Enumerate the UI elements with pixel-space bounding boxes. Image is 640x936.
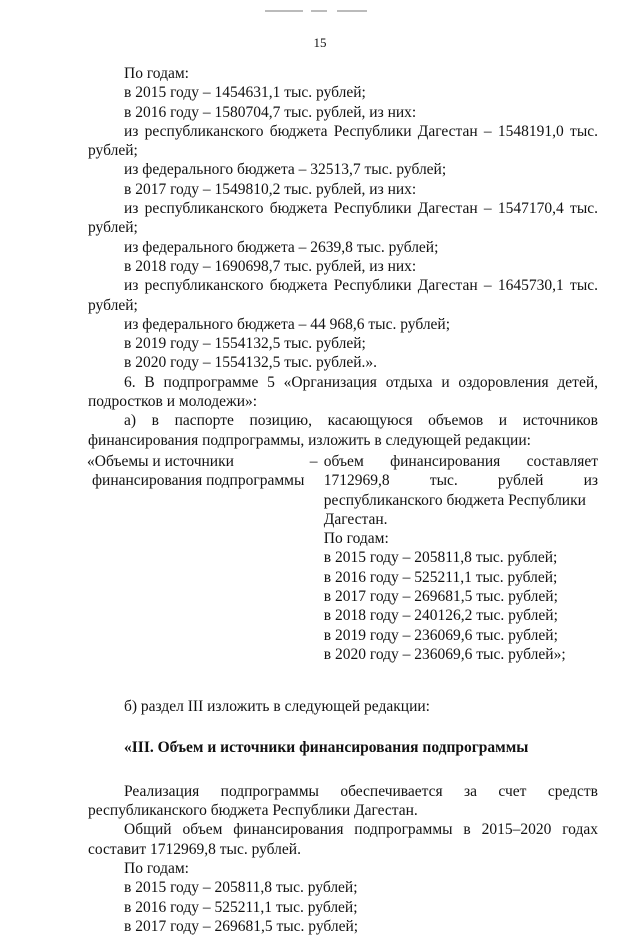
table-left-cell [88, 452, 310, 664]
top-paragraphs [88, 64, 598, 450]
section-title: «III. Объем и источники финансирования подпрограммы [124, 738, 529, 756]
text-line: 6. В подпрограмме 5 «Организация отдыха и оздоровления детей, [124, 373, 598, 391]
text-line: в 2016 году – 1580704,7 тыс. рублей, из них: [124, 103, 417, 121]
table-right-lines [324, 491, 598, 665]
text-line: республиканского бюджета Республики [323, 491, 586, 509]
bottom-paragraphs [88, 782, 598, 936]
text-line: из федерального бюджета – 32513,7 тыс. рублей; [124, 161, 447, 179]
text-line: в 2017 году – 269681,5 тыс. рублей; [124, 917, 359, 935]
text-line: из федерального бюджета – 44 968,6 тыс. рублей; [124, 315, 451, 333]
text-line: в 2015 году – 205811,8 тыс. рублей; [323, 549, 558, 567]
table-right-cell [310, 452, 598, 664]
text-line: Общий объем финансирования подпрограммы в 2015–2020 годах [124, 821, 598, 839]
text-line: из республиканского бюджета Республики Дагестан – 1548191,0 тыс. [124, 122, 598, 140]
table-left-line: финансирования подпрограммы [92, 472, 305, 490]
text-line: в 2020 году – 1554132,5 тыс. рублей.». [124, 354, 378, 372]
text-line: в 2016 году – 525211,1 тыс. рублей; [124, 898, 358, 916]
table-word: составляет [526, 452, 598, 470]
table-word: 1712969,8 [323, 472, 390, 490]
text-line: подростков и молодежи»: [88, 393, 258, 411]
text-line: в 2018 году – 1690698,7 тыс. рублей, из них: [124, 257, 417, 275]
text-line: Дагестан. [323, 510, 388, 528]
text-line: рублей; [88, 219, 138, 237]
text-line: республиканского бюджета Республики Дагестан. [88, 802, 418, 820]
text-line: из республиканского бюджета Республики Дагестан – 1547170,4 тыс. [124, 200, 598, 218]
text-line: По годам: [124, 65, 189, 82]
table-dash: – [309, 452, 318, 470]
text-line: Реализация подпрограммы обеспечивается за счет средств [124, 782, 598, 800]
text-line: составит 1712969,8 тыс. рублей. [88, 840, 301, 858]
text-line: По годам: [323, 530, 389, 548]
subsection-b: б) раздел III изложить в следующей редакции: [124, 698, 430, 716]
page-number: 15 [313, 35, 327, 50]
table-spread-lines [324, 452, 598, 491]
table-word: из [583, 472, 598, 490]
text-line: рублей; [88, 296, 138, 314]
table-word: объем [323, 452, 364, 470]
text-line: По годам: [124, 859, 189, 877]
text-line: в 2018 году – 240126,2 тыс. рублей; [323, 607, 558, 625]
text-line: в 2017 году – 269681,5 тыс. рублей; [323, 588, 558, 606]
text-line: финансирования подпрограммы, изложить в следующей редакции: [88, 431, 531, 449]
scan-artifact [265, 10, 375, 18]
table-spread-row [324, 452, 598, 471]
text-line: в 2015 году – 1454631,1 тыс. рублей; [124, 84, 366, 102]
table-left-line: «Объемы и источники [87, 452, 234, 470]
text-line: в 2015 году – 205811,8 тыс. рублей; [124, 879, 358, 897]
text-line: в 2019 году – 236069,6 тыс. рублей; [323, 626, 558, 644]
text-line: в 2019 году – 1554132,5 тыс. рублей; [124, 335, 366, 353]
text-line: рублей; [88, 142, 138, 160]
table-spread-row [324, 471, 598, 490]
financing-table [88, 452, 598, 664]
text-line: а) в паспорте позицию, касающуюся объемов и источников [124, 412, 598, 430]
text-line: из федерального бюджета – 2639,8 тыс. рублей; [124, 238, 439, 256]
text-line: в 2020 году – 236069,6 тыс. рублей»; [323, 645, 566, 663]
text-line: из республиканского бюджета Республики Дагестан – 1645730,1 тыс. [124, 277, 598, 295]
table-word: рублей [497, 472, 544, 490]
document-body [88, 64, 598, 936]
table-word: финансирования [390, 452, 501, 470]
text-line: в 2016 году – 525211,1 тыс. рублей; [323, 568, 558, 586]
text-line: в 2017 году – 1549810,2 тыс. рублей, из них: [124, 180, 417, 198]
table-word: тыс. [429, 472, 458, 490]
